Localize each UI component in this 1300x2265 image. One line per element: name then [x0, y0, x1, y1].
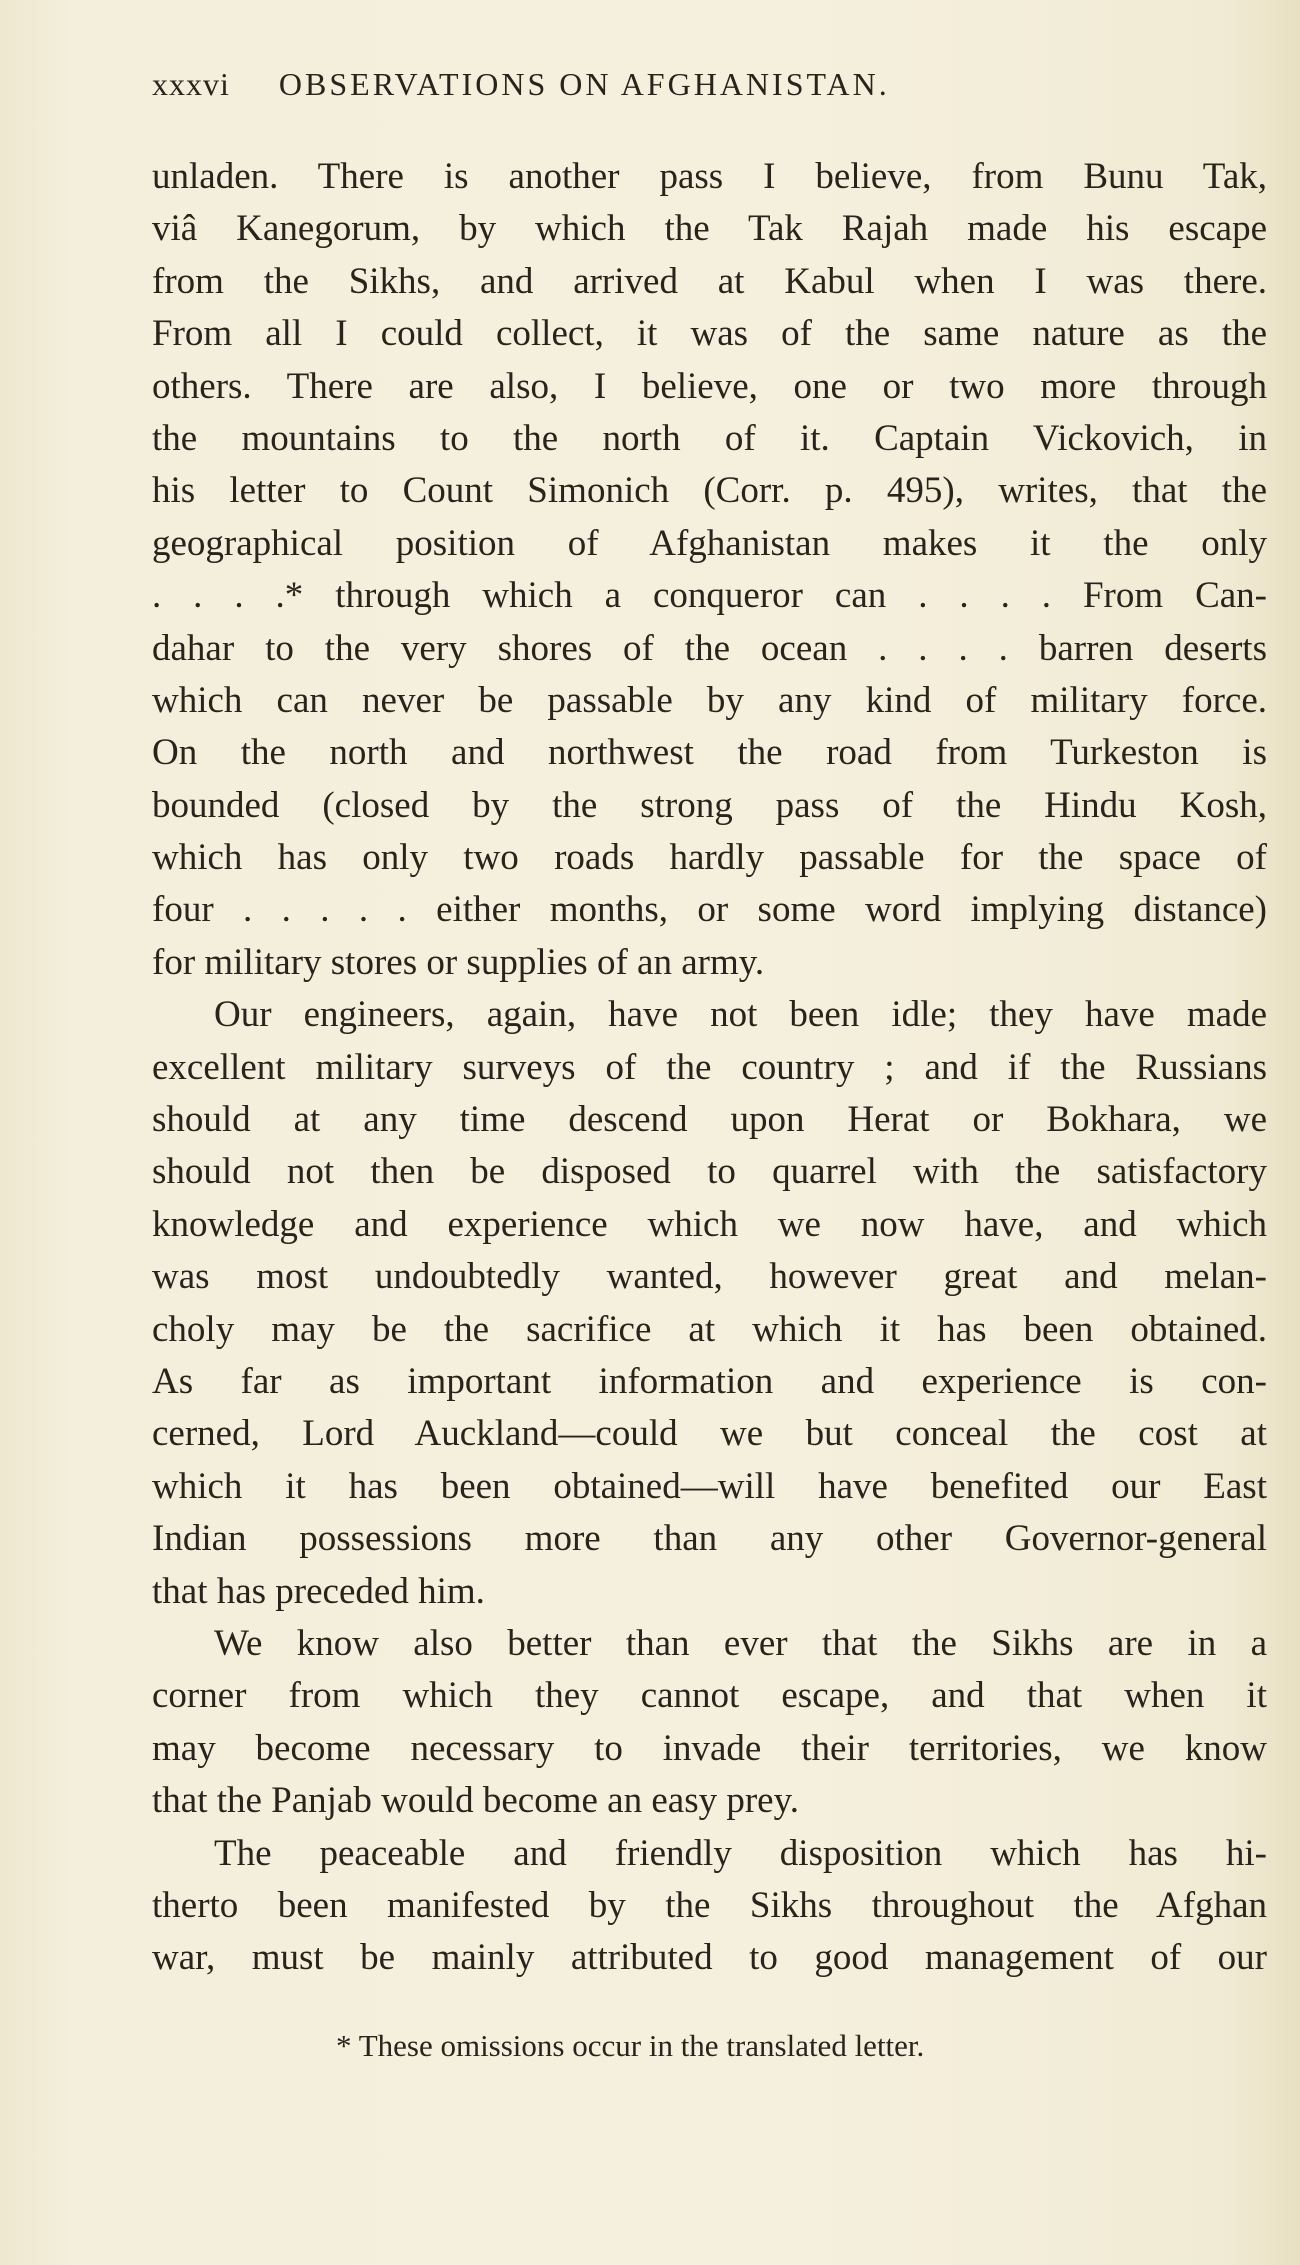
text-line: which can never be passable by any kind of military force.	[152, 679, 1267, 721]
text-line: for military stores or supplies of an army.	[152, 941, 765, 983]
text-line: from the Sikhs, and arrived at Kabul when I was there.	[152, 260, 1267, 302]
text-line: his letter to Count Simonich (Corr. p. 495), writes, that the	[152, 470, 1267, 512]
text-line: knowledge and experience which we now have, and which	[152, 1203, 1267, 1245]
text-line: should not then be disposed to quarrel with the satisfactory	[152, 1151, 1267, 1193]
text-line: bounded (closed by the strong pass of the Hindu Kosh,	[152, 784, 1267, 826]
text-line: excellent military surveys of the country ; and if the Russians	[152, 1046, 1267, 1088]
running-head	[152, 66, 1152, 114]
text-line: We know also better than ever that the Sikhs are in a	[214, 1622, 1267, 1664]
text-line: As far as important information and experience is con-	[152, 1360, 1267, 1402]
text-line: . . . .* through which a conqueror can . . . . From Can-	[152, 575, 1267, 617]
text-line: From all I could collect, it was of the same nature as the	[152, 313, 1267, 355]
text-line: geographical position of Afghanistan makes it the only	[152, 522, 1267, 564]
text-line: therto been manifested by the Sikhs throughout the Afghan	[152, 1884, 1267, 1926]
text-line: four . . . . . either months, or some word implying distance)	[152, 889, 1267, 931]
text-line: cerned, Lord Auckland—could we but conceal the cost at	[152, 1413, 1267, 1455]
text-line: that has preceded him.	[152, 1570, 485, 1612]
text-line: the mountains to the north of it. Captain Vickovich, in	[152, 417, 1267, 459]
text-line: viâ Kanegorum, by which the Tak Rajah made his escape	[152, 208, 1267, 250]
text-line: that the Panjab would become an easy prey.	[152, 1780, 799, 1822]
running-title: OBSERVATIONS ON AFGHANISTAN.	[278, 66, 890, 102]
text-line: corner from which they cannot escape, and that when it	[152, 1675, 1267, 1717]
text-line: was most undoubtedly wanted, however great and melan-	[152, 1256, 1267, 1298]
text-line: should at any time descend upon Herat or Bokhara, we	[152, 1099, 1267, 1141]
text-line: others. There are also, I believe, one or two more through	[152, 365, 1267, 407]
text-line: dahar to the very shores of the ocean . . . . barren deserts	[152, 627, 1267, 669]
text-line: choly may be the sacrifice at which it has been obtained.	[152, 1308, 1267, 1350]
text-line: The peaceable and friendly disposition which has hi-	[214, 1832, 1267, 1874]
text-line: war, must be mainly attributed to good management of our	[152, 1937, 1267, 1979]
text-line: which it has been obtained—will have benefited our East	[152, 1465, 1267, 1507]
text-line: Our engineers, again, have not been idle; they have made	[214, 994, 1267, 1036]
text-line: On the north and northwest the road from Turkeston is	[152, 732, 1267, 774]
body-text	[152, 151, 1267, 1985]
text-line: may become necessary to invade their territories, we know	[152, 1727, 1267, 1769]
text-line: which has only two roads hardly passable for the space of	[152, 837, 1267, 879]
footnote: * These omissions occur in the translated letter.	[336, 2028, 925, 2063]
text-line: unladen. There is another pass I believe, from Bunu Tak,	[152, 156, 1267, 197]
page-number: xxxvi	[152, 66, 230, 102]
text-line: Indian possessions more than any other Governor-general	[152, 1518, 1267, 1560]
